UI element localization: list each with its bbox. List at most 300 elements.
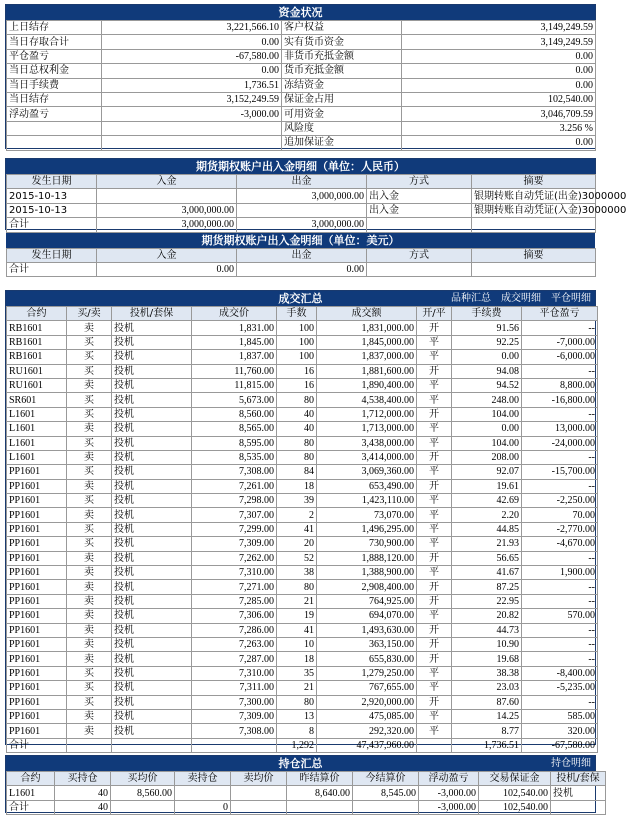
table-cell: 19 [277, 609, 317, 623]
table-cell: 3,438,000.00 [317, 436, 417, 450]
funds-value [102, 121, 282, 135]
funds-value: -67,580.00 [102, 49, 282, 63]
table-cell: 7,300.00 [192, 695, 277, 709]
table-cell [231, 786, 287, 800]
funds-label: 浮动盈亏 [7, 107, 102, 121]
table-cell: 投机 [112, 594, 192, 608]
table-row [7, 189, 596, 203]
funds-label: 客户权益 [282, 21, 402, 35]
table-row [7, 637, 598, 651]
table-cell: -3,000.00 [419, 786, 479, 800]
table-cell: RB1601 [7, 321, 67, 335]
table-cell: 合计 [7, 218, 97, 232]
table-cell: 平 [417, 494, 452, 508]
table-cell: 投机 [112, 465, 192, 479]
table-row [7, 350, 598, 364]
table-cell: 104.00 [452, 407, 522, 421]
table-cell: 卖 [67, 450, 112, 464]
table-cell [417, 738, 452, 752]
funds-title: 资金状况 [6, 5, 595, 20]
table-row [7, 709, 598, 723]
table-cell: 卖 [67, 321, 112, 335]
table-cell: 投机 [112, 724, 192, 738]
table-cell: 1,712,000.00 [317, 407, 417, 421]
table-cell: PP1601 [7, 594, 67, 608]
table-row [7, 92, 596, 106]
table-cell: PP1601 [7, 695, 67, 709]
funds-table [6, 20, 596, 151]
table-cell: 投机 [112, 393, 192, 407]
table-cell: 平 [417, 681, 452, 695]
table-cell: 7,261.00 [192, 479, 277, 493]
table-cell: 0.00 [452, 350, 522, 364]
table-cell: 平 [417, 422, 452, 436]
table-cell: 7,308.00 [192, 465, 277, 479]
funds-value: 0.00 [102, 64, 282, 78]
table-cell: RU1601 [7, 378, 67, 392]
column-header: 手数 [277, 307, 317, 321]
table-cell: 开 [417, 623, 452, 637]
table-cell [175, 786, 231, 800]
column-header: 买/卖 [67, 307, 112, 321]
table-row [7, 580, 598, 594]
table-cell: 0.00 [237, 262, 367, 276]
funds-value [102, 136, 282, 150]
table-cell: 买 [67, 666, 112, 680]
table-cell: -4,670.00 [522, 537, 598, 551]
table-header-row [7, 772, 606, 786]
table-cell: 开 [417, 652, 452, 666]
table-cell: 1,900.00 [522, 566, 598, 580]
table-cell: PP1601 [7, 522, 67, 536]
table-cell: 764,925.00 [317, 594, 417, 608]
table-cell: 买 [67, 393, 112, 407]
table-cell: 平 [417, 724, 452, 738]
table-cell: 投机 [112, 407, 192, 421]
rmb-title: 期货期权账户出入金明细（单位：人民币） [6, 159, 595, 174]
table-cell: 19.68 [452, 652, 522, 666]
table-cell: 8 [277, 724, 317, 738]
table-header-row [7, 307, 598, 321]
table-cell: 80 [277, 393, 317, 407]
table-cell [112, 738, 192, 752]
table-cell: -- [522, 364, 598, 378]
table-cell: 7,311.00 [192, 681, 277, 695]
table-cell: -- [522, 695, 598, 709]
table-cell: 买 [67, 335, 112, 349]
table-cell: PP1601 [7, 508, 67, 522]
table-cell: 8.77 [452, 724, 522, 738]
table-cell: 卖 [67, 508, 112, 522]
table-cell: 7,310.00 [192, 566, 277, 580]
table-cell: L1601 [7, 407, 67, 421]
table-cell: 292,320.00 [317, 724, 417, 738]
column-header: 投机/套保 [551, 772, 606, 786]
table-cell: -8,400.00 [522, 666, 598, 680]
funds-value: 3,149,249.59 [402, 35, 596, 49]
table-cell: L1601 [7, 786, 55, 800]
table-cell: 银期转账自动凭证(入金)3000000 [472, 203, 596, 217]
table-cell: 8,535.00 [192, 450, 277, 464]
table-cell: 平 [417, 378, 452, 392]
table-cell: 投机 [112, 479, 192, 493]
table-cell: 平 [417, 709, 452, 723]
positions-title: 持仓汇总 [278, 757, 323, 770]
column-header: 投机/套保 [112, 307, 192, 321]
table-cell: -- [522, 580, 598, 594]
table-cell: 投机 [551, 786, 606, 800]
table-row [7, 422, 598, 436]
table-cell: 卖 [67, 594, 112, 608]
table-cell: 投机 [112, 350, 192, 364]
table-cell: 卖 [67, 724, 112, 738]
table-cell [67, 738, 112, 752]
table-cell: 买 [67, 364, 112, 378]
rmb-section [5, 158, 626, 276]
column-header: 入金 [97, 175, 237, 189]
table-cell [231, 800, 287, 814]
table-cell [367, 262, 472, 276]
column-header: 平仓盈亏 [522, 307, 598, 321]
table-cell: 开 [417, 364, 452, 378]
column-header: 交易保证金 [479, 772, 551, 786]
table-cell: 卖 [67, 637, 112, 651]
section-link[interactable]: 持仓明细 [551, 758, 591, 769]
positions-table [6, 771, 606, 815]
table-cell: 投机 [112, 652, 192, 666]
table-row [7, 450, 598, 464]
table-cell: PP1601 [7, 537, 67, 551]
table-cell: 7,287.00 [192, 652, 277, 666]
table-row [7, 121, 596, 135]
table-cell: 平 [417, 666, 452, 680]
table-cell: 投机 [112, 709, 192, 723]
table-cell: 投机 [112, 508, 192, 522]
table-row [7, 479, 598, 493]
table-cell: 11,760.00 [192, 364, 277, 378]
funds-value: 0.00 [402, 136, 596, 150]
section-link[interactable]: 成交明细 [501, 293, 541, 304]
table-row [7, 494, 598, 508]
table-cell: 13,000.00 [522, 422, 598, 436]
table-row [7, 609, 598, 623]
table-row [7, 64, 596, 78]
table-cell: 40 [277, 422, 317, 436]
column-header: 摘要 [472, 175, 596, 189]
table-cell: 47,437,960.00 [317, 738, 417, 752]
table-cell: PP1601 [7, 566, 67, 580]
table-cell: 卖 [67, 378, 112, 392]
funds-value: -3,000.00 [102, 107, 282, 121]
table-cell: 1,881,600.00 [317, 364, 417, 378]
table-cell: 卖 [67, 551, 112, 565]
table-row [7, 321, 598, 335]
table-cell: RB1601 [7, 350, 67, 364]
table-cell: 平 [417, 566, 452, 580]
table-cell: 平 [417, 436, 452, 450]
table-cell: 570.00 [522, 609, 598, 623]
table-cell: 7,262.00 [192, 551, 277, 565]
column-header: 今结算价 [353, 772, 419, 786]
table-cell: 买 [67, 465, 112, 479]
table-cell: 7,286.00 [192, 623, 277, 637]
table-cell: 投机 [112, 695, 192, 709]
funds-value: 3,046,709.59 [402, 107, 596, 121]
table-cell: 363,150.00 [317, 637, 417, 651]
table-cell: 投机 [112, 551, 192, 565]
table-cell: 1,831,000.00 [317, 321, 417, 335]
table-cell: 投机 [112, 609, 192, 623]
table-cell: 开 [417, 321, 452, 335]
table-cell: -- [522, 450, 598, 464]
table-cell: -- [522, 594, 598, 608]
rmb-table [6, 174, 626, 233]
table-cell: 1,713,000.00 [317, 422, 417, 436]
table-cell: 100 [277, 335, 317, 349]
table-cell: 100 [277, 350, 317, 364]
table-cell: RU1601 [7, 364, 67, 378]
table-cell: 248.00 [452, 393, 522, 407]
table-cell: -15,700.00 [522, 465, 598, 479]
table-cell: 7,308.00 [192, 724, 277, 738]
table-row [7, 551, 598, 565]
table-cell: -5,235.00 [522, 681, 598, 695]
funds-label [7, 136, 102, 150]
table-cell: 100 [277, 321, 317, 335]
table-cell: 8,545.00 [353, 786, 419, 800]
table-cell: 80 [277, 580, 317, 594]
table-cell: -2,770.00 [522, 522, 598, 536]
table-cell: 2,920,000.00 [317, 695, 417, 709]
table-cell: 2,908,400.00 [317, 580, 417, 594]
table-cell: 18 [277, 652, 317, 666]
table-cell: 41 [277, 623, 317, 637]
table-cell: 8,565.00 [192, 422, 277, 436]
table-cell: 92.07 [452, 465, 522, 479]
table-cell: 卖 [67, 580, 112, 594]
table-cell: 1,888,120.00 [317, 551, 417, 565]
section-link[interactable]: 平仓明细 [551, 293, 591, 304]
table-cell: 8,560.00 [192, 407, 277, 421]
table-cell: 730,900.00 [317, 537, 417, 551]
table-cell: 1,831.00 [192, 321, 277, 335]
table-cell: -6,000.00 [522, 350, 598, 364]
funds-label: 冻结资金 [282, 78, 402, 92]
table-cell: PP1601 [7, 652, 67, 666]
funds-label: 非货币充抵金额 [282, 49, 402, 63]
table-cell: 80 [277, 450, 317, 464]
table-cell: 卖 [67, 566, 112, 580]
table-cell: 开 [417, 479, 452, 493]
table-cell: 3,000,000.00 [237, 218, 367, 232]
table-cell: 0.00 [97, 262, 237, 276]
table-cell: PP1601 [7, 623, 67, 637]
table-cell [353, 800, 419, 814]
usd-title: 期货期权账户出入金明细（单位：美元） [6, 233, 595, 248]
table-cell: 80 [277, 695, 317, 709]
table-cell: -2,250.00 [522, 494, 598, 508]
table-cell: L1601 [7, 422, 67, 436]
table-cell: 平 [417, 465, 452, 479]
table-row [7, 407, 598, 421]
table-cell: 1,292 [277, 738, 317, 752]
table-cell: 7,299.00 [192, 522, 277, 536]
table-cell: 卖 [67, 709, 112, 723]
table-row [7, 203, 596, 217]
table-cell: 40 [277, 407, 317, 421]
table-cell: 投机 [112, 580, 192, 594]
table-cell: PP1601 [7, 494, 67, 508]
funds-label: 上日结存 [7, 21, 102, 35]
table-cell: SR601 [7, 393, 67, 407]
table-cell: -- [522, 652, 598, 666]
section-link[interactable]: 品种汇总 [451, 293, 491, 304]
table-cell [192, 738, 277, 752]
table-cell: 655,830.00 [317, 652, 417, 666]
table-row [7, 786, 606, 800]
table-cell: 投机 [112, 422, 192, 436]
table-row [7, 78, 596, 92]
table-cell: 合计 [7, 738, 67, 752]
table-cell: 买 [67, 695, 112, 709]
table-cell: 投机 [112, 637, 192, 651]
table-cell: 42.69 [452, 494, 522, 508]
table-cell: 21 [277, 681, 317, 695]
table-cell: 653,490.00 [317, 479, 417, 493]
table-cell: -3,000.00 [419, 800, 479, 814]
positions-links [541, 756, 591, 771]
table-cell: 94.08 [452, 364, 522, 378]
table-cell: 11,815.00 [192, 378, 277, 392]
table-cell: 16 [277, 378, 317, 392]
table-cell: 买 [67, 436, 112, 450]
table-cell: -- [522, 479, 598, 493]
table-cell: 1,496,295.00 [317, 522, 417, 536]
usd-table [6, 248, 596, 278]
table-cell: 1,388,900.00 [317, 566, 417, 580]
table-row [7, 436, 598, 450]
table-cell: 买 [67, 407, 112, 421]
table-row [7, 21, 596, 35]
table-cell: 投机 [112, 494, 192, 508]
table-cell: PP1601 [7, 551, 67, 565]
table-cell: 16 [277, 364, 317, 378]
table-row [7, 695, 598, 709]
column-header: 方式 [367, 175, 472, 189]
table-cell: 52 [277, 551, 317, 565]
table-cell: 卖 [67, 609, 112, 623]
table-row [7, 738, 598, 752]
column-header: 合约 [7, 772, 55, 786]
table-cell: 开 [417, 637, 452, 651]
funds-value: 1,736.51 [102, 78, 282, 92]
table-cell: 1,279,250.00 [317, 666, 417, 680]
table-cell: 开 [417, 551, 452, 565]
column-header: 买均价 [111, 772, 175, 786]
table-cell: 投机 [112, 364, 192, 378]
table-cell: PP1601 [7, 465, 67, 479]
table-cell: PP1601 [7, 609, 67, 623]
table-cell: PP1601 [7, 479, 67, 493]
table-cell [367, 218, 472, 232]
table-cell [472, 218, 596, 232]
table-cell: 1,837.00 [192, 350, 277, 364]
table-cell: 18 [277, 479, 317, 493]
table-cell: L1601 [7, 436, 67, 450]
table-cell: 585.00 [522, 709, 598, 723]
table-row [7, 566, 598, 580]
table-cell: 14.25 [452, 709, 522, 723]
table-cell: 平 [417, 609, 452, 623]
table-cell: 卖 [67, 479, 112, 493]
table-cell: 19.61 [452, 479, 522, 493]
table-cell: 投机 [112, 321, 192, 335]
table-cell: 22.95 [452, 594, 522, 608]
table-cell: 出入金 [367, 203, 472, 217]
table-cell: PP1601 [7, 666, 67, 680]
table-cell: 平 [417, 335, 452, 349]
table-cell: 3,000,000.00 [237, 189, 367, 203]
table-cell: 3,069,360.00 [317, 465, 417, 479]
table-cell: 买 [67, 494, 112, 508]
funds-value: 0.00 [402, 78, 596, 92]
table-cell: 40 [55, 786, 111, 800]
table-cell: PP1601 [7, 637, 67, 651]
funds-label: 追加保证金 [282, 136, 402, 150]
column-header: 出金 [237, 175, 367, 189]
table-cell: -- [522, 321, 598, 335]
column-header: 方式 [367, 248, 472, 262]
column-header: 开/平 [417, 307, 452, 321]
funds-label: 可用资金 [282, 107, 402, 121]
table-cell: -7,000.00 [522, 335, 598, 349]
table-cell: 694,070.00 [317, 609, 417, 623]
table-cell: -- [522, 407, 598, 421]
table-header-row [7, 175, 596, 189]
funds-label: 当日结存 [7, 92, 102, 106]
table-cell: 38 [277, 566, 317, 580]
table-row [7, 594, 598, 608]
table-cell: 8,560.00 [111, 786, 175, 800]
table-cell: 投机 [112, 666, 192, 680]
funds-value: 3.256 % [402, 121, 596, 135]
table-cell: 2015-10-13 [7, 189, 97, 203]
table-row [7, 666, 598, 680]
table-cell: 平 [417, 522, 452, 536]
table-row [7, 681, 598, 695]
table-cell: 7,309.00 [192, 709, 277, 723]
table-cell: 91.56 [452, 321, 522, 335]
table-cell: 投机 [112, 450, 192, 464]
table-row [7, 800, 606, 814]
table-cell: 7,263.00 [192, 637, 277, 651]
table-cell: 投机 [112, 623, 192, 637]
table-row [7, 623, 598, 637]
table-cell: 40 [55, 800, 111, 814]
table-cell: 92.25 [452, 335, 522, 349]
table-cell: 7,307.00 [192, 508, 277, 522]
table-cell: 8,595.00 [192, 436, 277, 450]
table-row [7, 652, 598, 666]
funds-value: 3,149,249.59 [402, 21, 596, 35]
table-cell: 39 [277, 494, 317, 508]
table-row [7, 49, 596, 63]
table-cell: 1,890,400.00 [317, 378, 417, 392]
table-cell: 4,538,400.00 [317, 393, 417, 407]
table-cell: 1,845,000.00 [317, 335, 417, 349]
column-header: 入金 [97, 248, 237, 262]
table-row [7, 218, 596, 232]
